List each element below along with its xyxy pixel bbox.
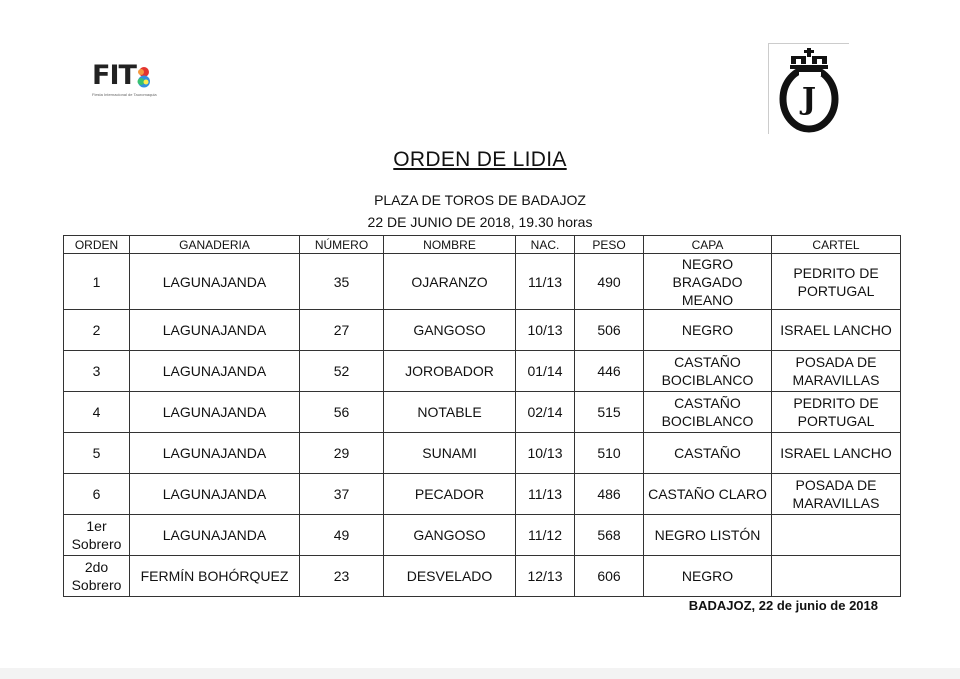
cell-cartel: ISRAEL LANCHO: [772, 310, 901, 351]
cell-orden: 3: [64, 351, 130, 392]
cell-capa: CASTAÑO BOCIBLANCO: [644, 392, 772, 433]
cell-ganaderia: LAGUNAJANDA: [130, 474, 300, 515]
cell-peso: 515: [575, 392, 644, 433]
crest-letter: J: [801, 82, 817, 117]
cell-ganaderia: LAGUNAJANDA: [130, 254, 300, 310]
cell-nac: 02/14: [516, 392, 575, 433]
header-capa: CAPA: [644, 236, 772, 254]
cell-ganaderia: LAGUNAJANDA: [130, 515, 300, 556]
venue-subtitle: PLAZA DE TOROS DE BADAJOZ: [374, 192, 586, 208]
cell-numero: 56: [300, 392, 384, 433]
cell-peso: 486: [575, 474, 644, 515]
cell-ganaderia: LAGUNAJANDA: [130, 351, 300, 392]
cell-cartel: POSADA DE MARAVILLAS: [772, 474, 901, 515]
cell-orden: 2: [64, 310, 130, 351]
cell-capa: CASTAÑO: [644, 433, 772, 474]
cell-peso: 568: [575, 515, 644, 556]
cell-orden: 1er Sobrero: [64, 515, 130, 556]
cell-capa: NEGRO BRAGADO MEANO: [644, 254, 772, 310]
cell-orden: 5: [64, 433, 130, 474]
table-row: [64, 433, 901, 474]
plaza-crest-logo: [768, 43, 849, 134]
cell-nombre: OJARANZO: [384, 254, 516, 310]
fit-logo-text: FIT: [92, 60, 136, 91]
cell-orden: 1: [64, 254, 130, 310]
table-row: [64, 351, 901, 392]
cell-cartel: PEDRITO DE PORTUGAL: [772, 254, 901, 310]
cell-nac: 10/13: [516, 433, 575, 474]
header-nombre: NOMBRE: [384, 236, 516, 254]
cell-orden: 4: [64, 392, 130, 433]
cell-numero: 52: [300, 351, 384, 392]
cell-nombre: NOTABLE: [384, 392, 516, 433]
cell-numero: 37: [300, 474, 384, 515]
cell-cartel: POSADA DE MARAVILLAS: [772, 351, 901, 392]
cell-numero: 27: [300, 310, 384, 351]
cell-numero: 35: [300, 254, 384, 310]
fit-logo: [92, 62, 164, 102]
cell-cartel: PEDRITO DE PORTUGAL: [772, 392, 901, 433]
cell-nac: 01/14: [516, 351, 575, 392]
cell-nac: 12/13: [516, 556, 575, 597]
table-row: [64, 392, 901, 433]
cell-capa: NEGRO: [644, 310, 772, 351]
cell-peso: 446: [575, 351, 644, 392]
cell-nac: 10/13: [516, 310, 575, 351]
footer-date: BADAJOZ, 22 de junio de 2018: [688, 598, 878, 613]
cell-cartel: [772, 515, 901, 556]
header-orden: ORDEN: [64, 236, 130, 254]
header-ganaderia: GANADERIA: [130, 236, 300, 254]
cell-cartel: ISRAEL LANCHO: [772, 433, 901, 474]
cell-ganaderia: LAGUNAJANDA: [130, 433, 300, 474]
cell-numero: 29: [300, 433, 384, 474]
cell-nac: 11/13: [516, 474, 575, 515]
cell-ganaderia: LAGUNAJANDA: [130, 310, 300, 351]
cell-numero: 49: [300, 515, 384, 556]
cell-nombre: GANGOSO: [384, 310, 516, 351]
table-row: [64, 556, 901, 597]
cell-cartel: [772, 556, 901, 597]
cell-peso: 606: [575, 556, 644, 597]
cell-orden: 6: [64, 474, 130, 515]
table-row: [64, 515, 901, 556]
cell-nombre: JOROBADOR: [384, 351, 516, 392]
cell-nombre: DESVELADO: [384, 556, 516, 597]
cell-nombre: GANGOSO: [384, 515, 516, 556]
bottom-strip: [0, 668, 960, 679]
cell-peso: 510: [575, 433, 644, 474]
cell-ganaderia: FERMÍN BOHÓRQUEZ: [130, 556, 300, 597]
fit-logo-subtext: Fiesta Internacional de Tauromaquia: [92, 92, 157, 97]
date-subtitle: 22 DE JUNIO DE 2018, 19.30 horas: [367, 214, 593, 230]
cell-orden: 2do Sobrero: [64, 556, 130, 597]
header-nac: NAC.: [516, 236, 575, 254]
cell-capa: NEGRO: [644, 556, 772, 597]
header-numero: NÚMERO: [300, 236, 384, 254]
header-peso: PESO: [575, 236, 644, 254]
cell-numero: 23: [300, 556, 384, 597]
cell-capa: CASTAÑO CLARO: [644, 474, 772, 515]
cell-peso: 490: [575, 254, 644, 310]
cell-capa: CASTAÑO BOCIBLANCO: [644, 351, 772, 392]
fit-logo-mark: [136, 66, 152, 88]
header-cartel: CARTEL: [772, 236, 901, 254]
table-row: [64, 254, 901, 310]
cell-nac: 11/13: [516, 254, 575, 310]
cell-ganaderia: LAGUNAJANDA: [130, 392, 300, 433]
cell-nac: 11/12: [516, 515, 575, 556]
table-row: [64, 474, 901, 515]
cell-nombre: PECADOR: [384, 474, 516, 515]
cell-peso: 506: [575, 310, 644, 351]
lidia-table: [63, 235, 901, 597]
page-title: ORDEN DE LIDIA: [393, 148, 567, 171]
cell-nombre: SUNAMI: [384, 433, 516, 474]
cell-capa: NEGRO LISTÓN: [644, 515, 772, 556]
table-row: [64, 310, 901, 351]
table-header-row: [64, 236, 901, 254]
